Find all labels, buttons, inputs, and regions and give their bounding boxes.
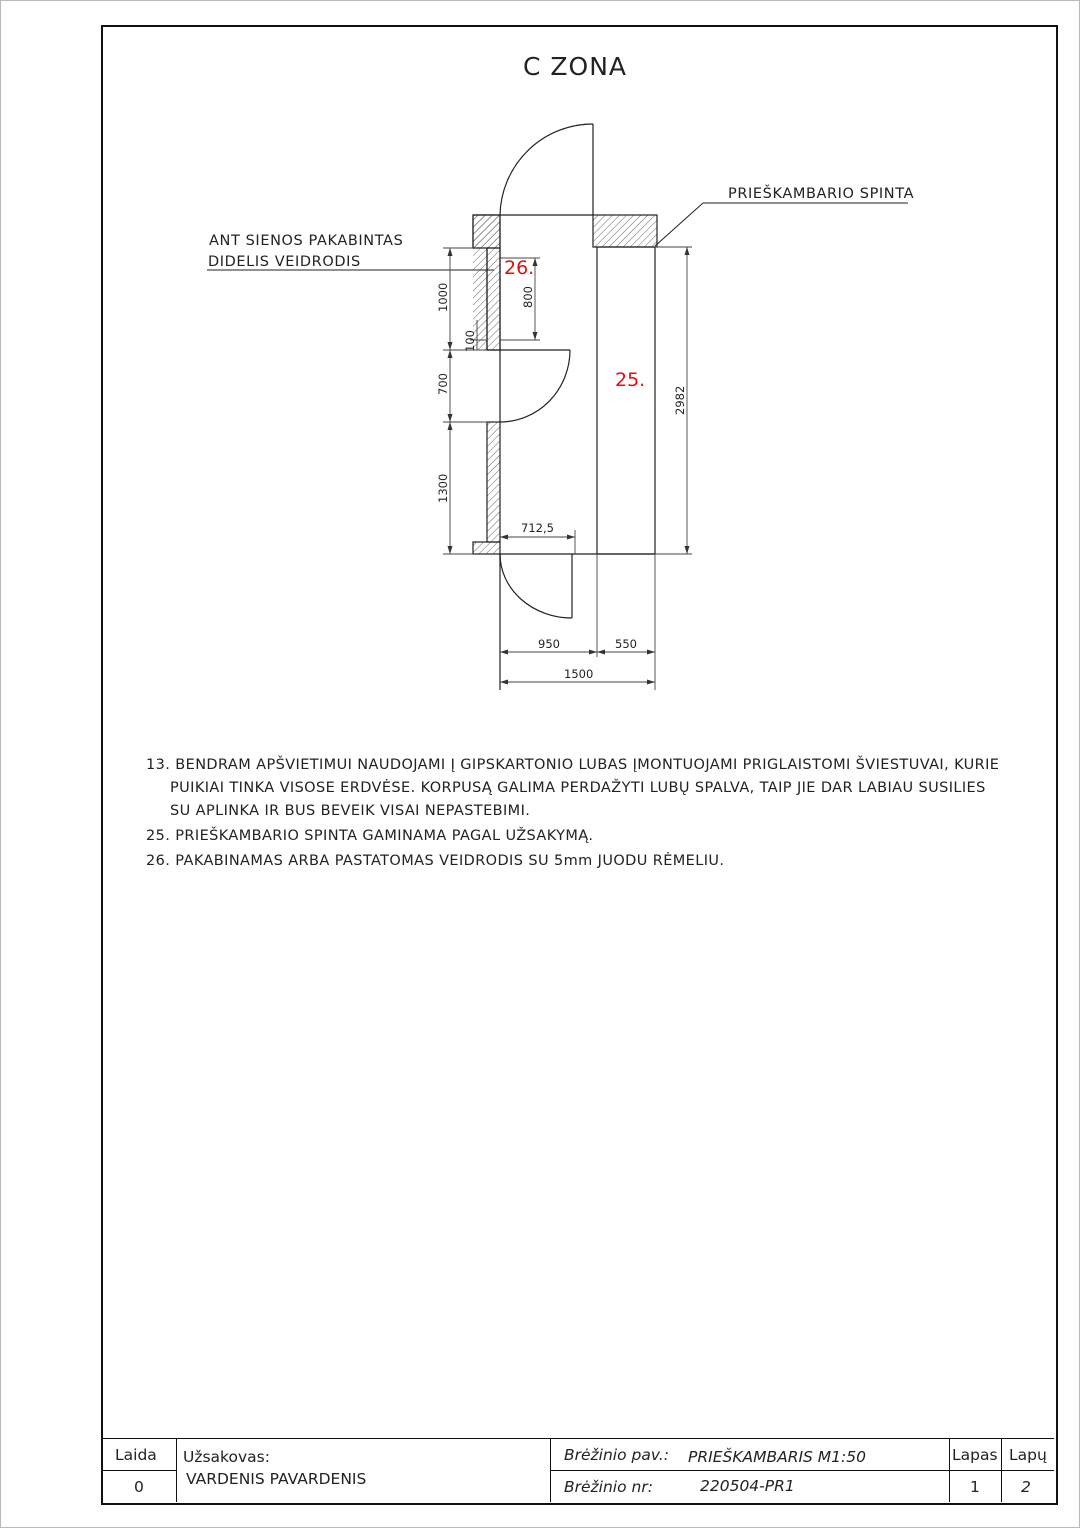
mirror-tag: 26.: [504, 257, 535, 279]
wall-left-hatch-lower: [487, 422, 500, 542]
door-arc-top: [500, 124, 593, 215]
dim-700: 700: [436, 373, 450, 395]
notes-list: [146, 754, 1006, 875]
sheet-value: 1: [970, 1478, 980, 1496]
door-arc-bottom: [500, 554, 572, 618]
wall-bottom-left-cap: [473, 542, 500, 554]
drawing-name-value: PRIEŠKAMBARIS M1:50: [688, 1448, 866, 1466]
wardrobe: [597, 247, 655, 554]
drawing-no-value: 220504-PR1: [700, 1477, 795, 1495]
laida-value: 0: [134, 1478, 144, 1496]
note-26: 26. PAKABINAMAS ARBA PASTATOMAS VEIDRODIS SU 5mm JUODU RĖMELIU.: [146, 853, 725, 869]
title-block: [103, 1438, 1054, 1502]
door-arc-side: [500, 350, 570, 422]
mirror-label-line1: ANT SIENOS PAKABINTAS: [209, 233, 404, 249]
laida-label: Laida: [115, 1446, 157, 1464]
mirror-label-line2: DIDELIS VEIDRODIS: [208, 254, 361, 270]
client-label: Užsakovas:: [183, 1448, 270, 1466]
drawing-title: C ZONA: [522, 52, 627, 81]
sheet-label: Lapas: [952, 1446, 998, 1464]
dim-550: 550: [615, 637, 637, 651]
wall-left-hatch-upper: [487, 248, 500, 350]
dim-100: 100: [463, 330, 477, 352]
client-value: VARDENIS PAVARDENIS: [186, 1470, 367, 1488]
dim-1000: 1000: [436, 282, 450, 312]
sheets-label: Lapų: [1009, 1446, 1047, 1464]
dim-1500: 1500: [564, 667, 594, 681]
dim-800: 800: [521, 286, 535, 308]
dim-712-5: 712,5: [521, 521, 554, 535]
drawing-no-label: Brėžinio nr:: [564, 1478, 653, 1496]
wardrobe-tag: 25.: [615, 369, 646, 391]
sheets-value: 2: [1021, 1478, 1031, 1496]
wall-top-left-cap: [473, 215, 500, 248]
note-25: 25. PRIEŠKAMBARIO SPINTA GAMINAMA PAGAL UŽSAKYMĄ.: [146, 828, 594, 844]
dim-950: 950: [538, 637, 560, 651]
leader-wardrobe: [655, 203, 908, 246]
drawing-name-label: Brėžinio pav.:: [564, 1446, 669, 1464]
wardrobe-label: PRIEŠKAMBARIO SPINTA: [728, 186, 915, 202]
wall-top-right: [593, 215, 657, 247]
dim-2982: 2982: [673, 385, 687, 415]
note-13: 13. BENDRAM APŠVIETIMUI NAUDOJAMI Į GIPSKARTONIO LUBAS ĮMONTUOJAMI PRIGLAISTOMI ŠVIESTUVAI, KURIE PUIKIAI TINKA VISOSE ERDVĖSE. KORPUSĄ GALIMA PERDAŽYTI LUBŲ SPALVA, TAIP JIE DAR LABIAU SUSILIES SU APLINKA IR BUS BEVEIK VISAI NEPASTEBIMI.: [146, 757, 1000, 819]
dim-1300: 1300: [436, 473, 450, 503]
